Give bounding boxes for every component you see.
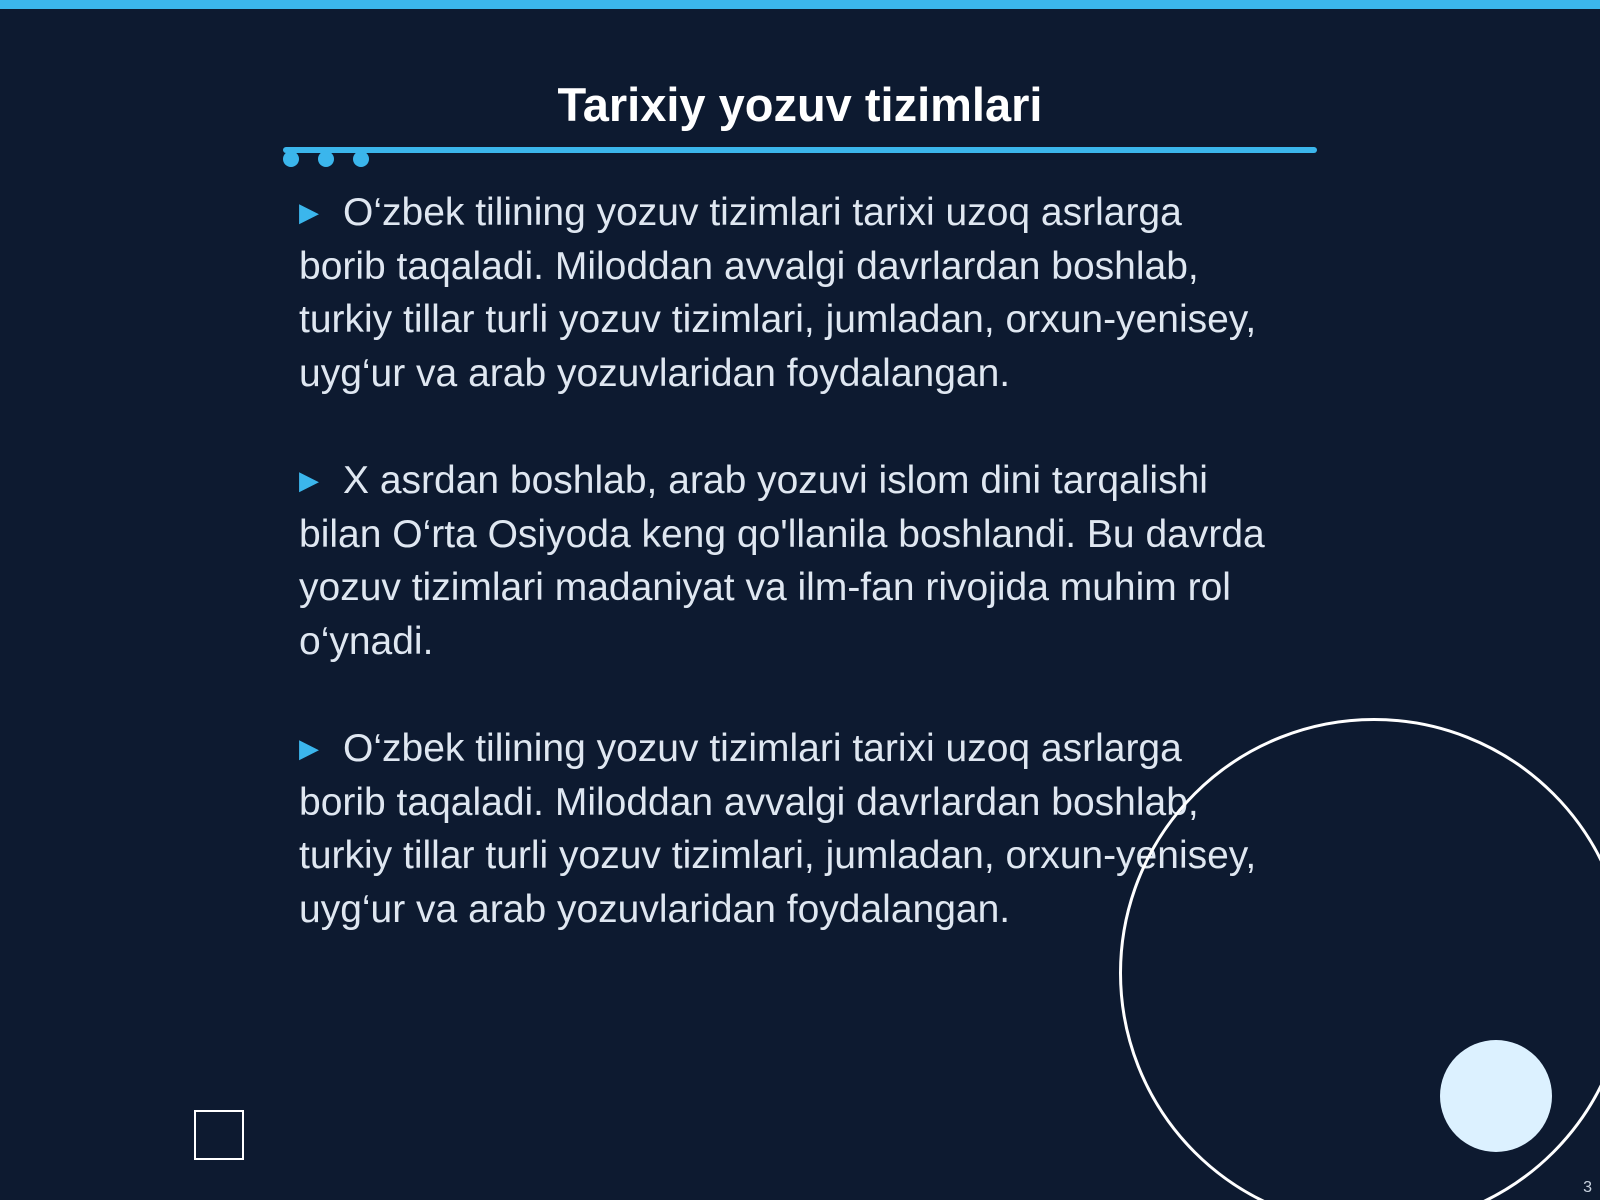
decor-circle-filled: [1440, 1040, 1552, 1152]
decor-square: [194, 1110, 244, 1160]
slide-title: Tarixiy yozuv tizimlari: [557, 78, 1043, 131]
decor-dot: [318, 151, 334, 167]
triangle-bullet-icon: ▶: [299, 197, 319, 227]
triangle-bullet-icon: ▶: [299, 465, 319, 495]
top-accent-bar: [0, 0, 1600, 9]
bullet-item: [299, 186, 1274, 400]
title-underline: [283, 147, 1317, 153]
bullet-list: [299, 186, 1274, 990]
bullet-text: X asrdan boshlab, arab yozuvi islom dini tarqalishi bilan O‘rta Osiyoda keng qo'llanila boshlandi. Bu davrda yozuv tizimlari madaniyat va ilm-fan rivojida muhim rol o‘ynadi.: [299, 459, 1265, 663]
bullet-item: [299, 722, 1274, 936]
decor-dot: [283, 151, 299, 167]
bullet-text: O‘zbek tilining yozuv tizimlari tarixi uzoq asrlarga borib taqaladi. Miloddan avvalgi davrlardan boshlab, turkiy tillar turli yozuv tizimlari, jumladan, orxun-yenisey, uyg‘ur va arab yozuvlaridan foydalangan.: [299, 191, 1257, 395]
bullet-text: O‘zbek tilining yozuv tizimlari tarixi uzoq asrlarga borib taqaladi. Miloddan avvalgi davrlardan boshlab, turkiy tillar turli yozuv tizimlari, jumladan, orxun-yenisey, uyg‘ur va arab yozuvlaridan foydalangan.: [299, 727, 1257, 931]
triangle-bullet-icon: ▶: [299, 733, 319, 763]
bullet-item: [299, 454, 1274, 668]
decor-dot: [353, 151, 369, 167]
page-number: 3: [1583, 1179, 1592, 1196]
